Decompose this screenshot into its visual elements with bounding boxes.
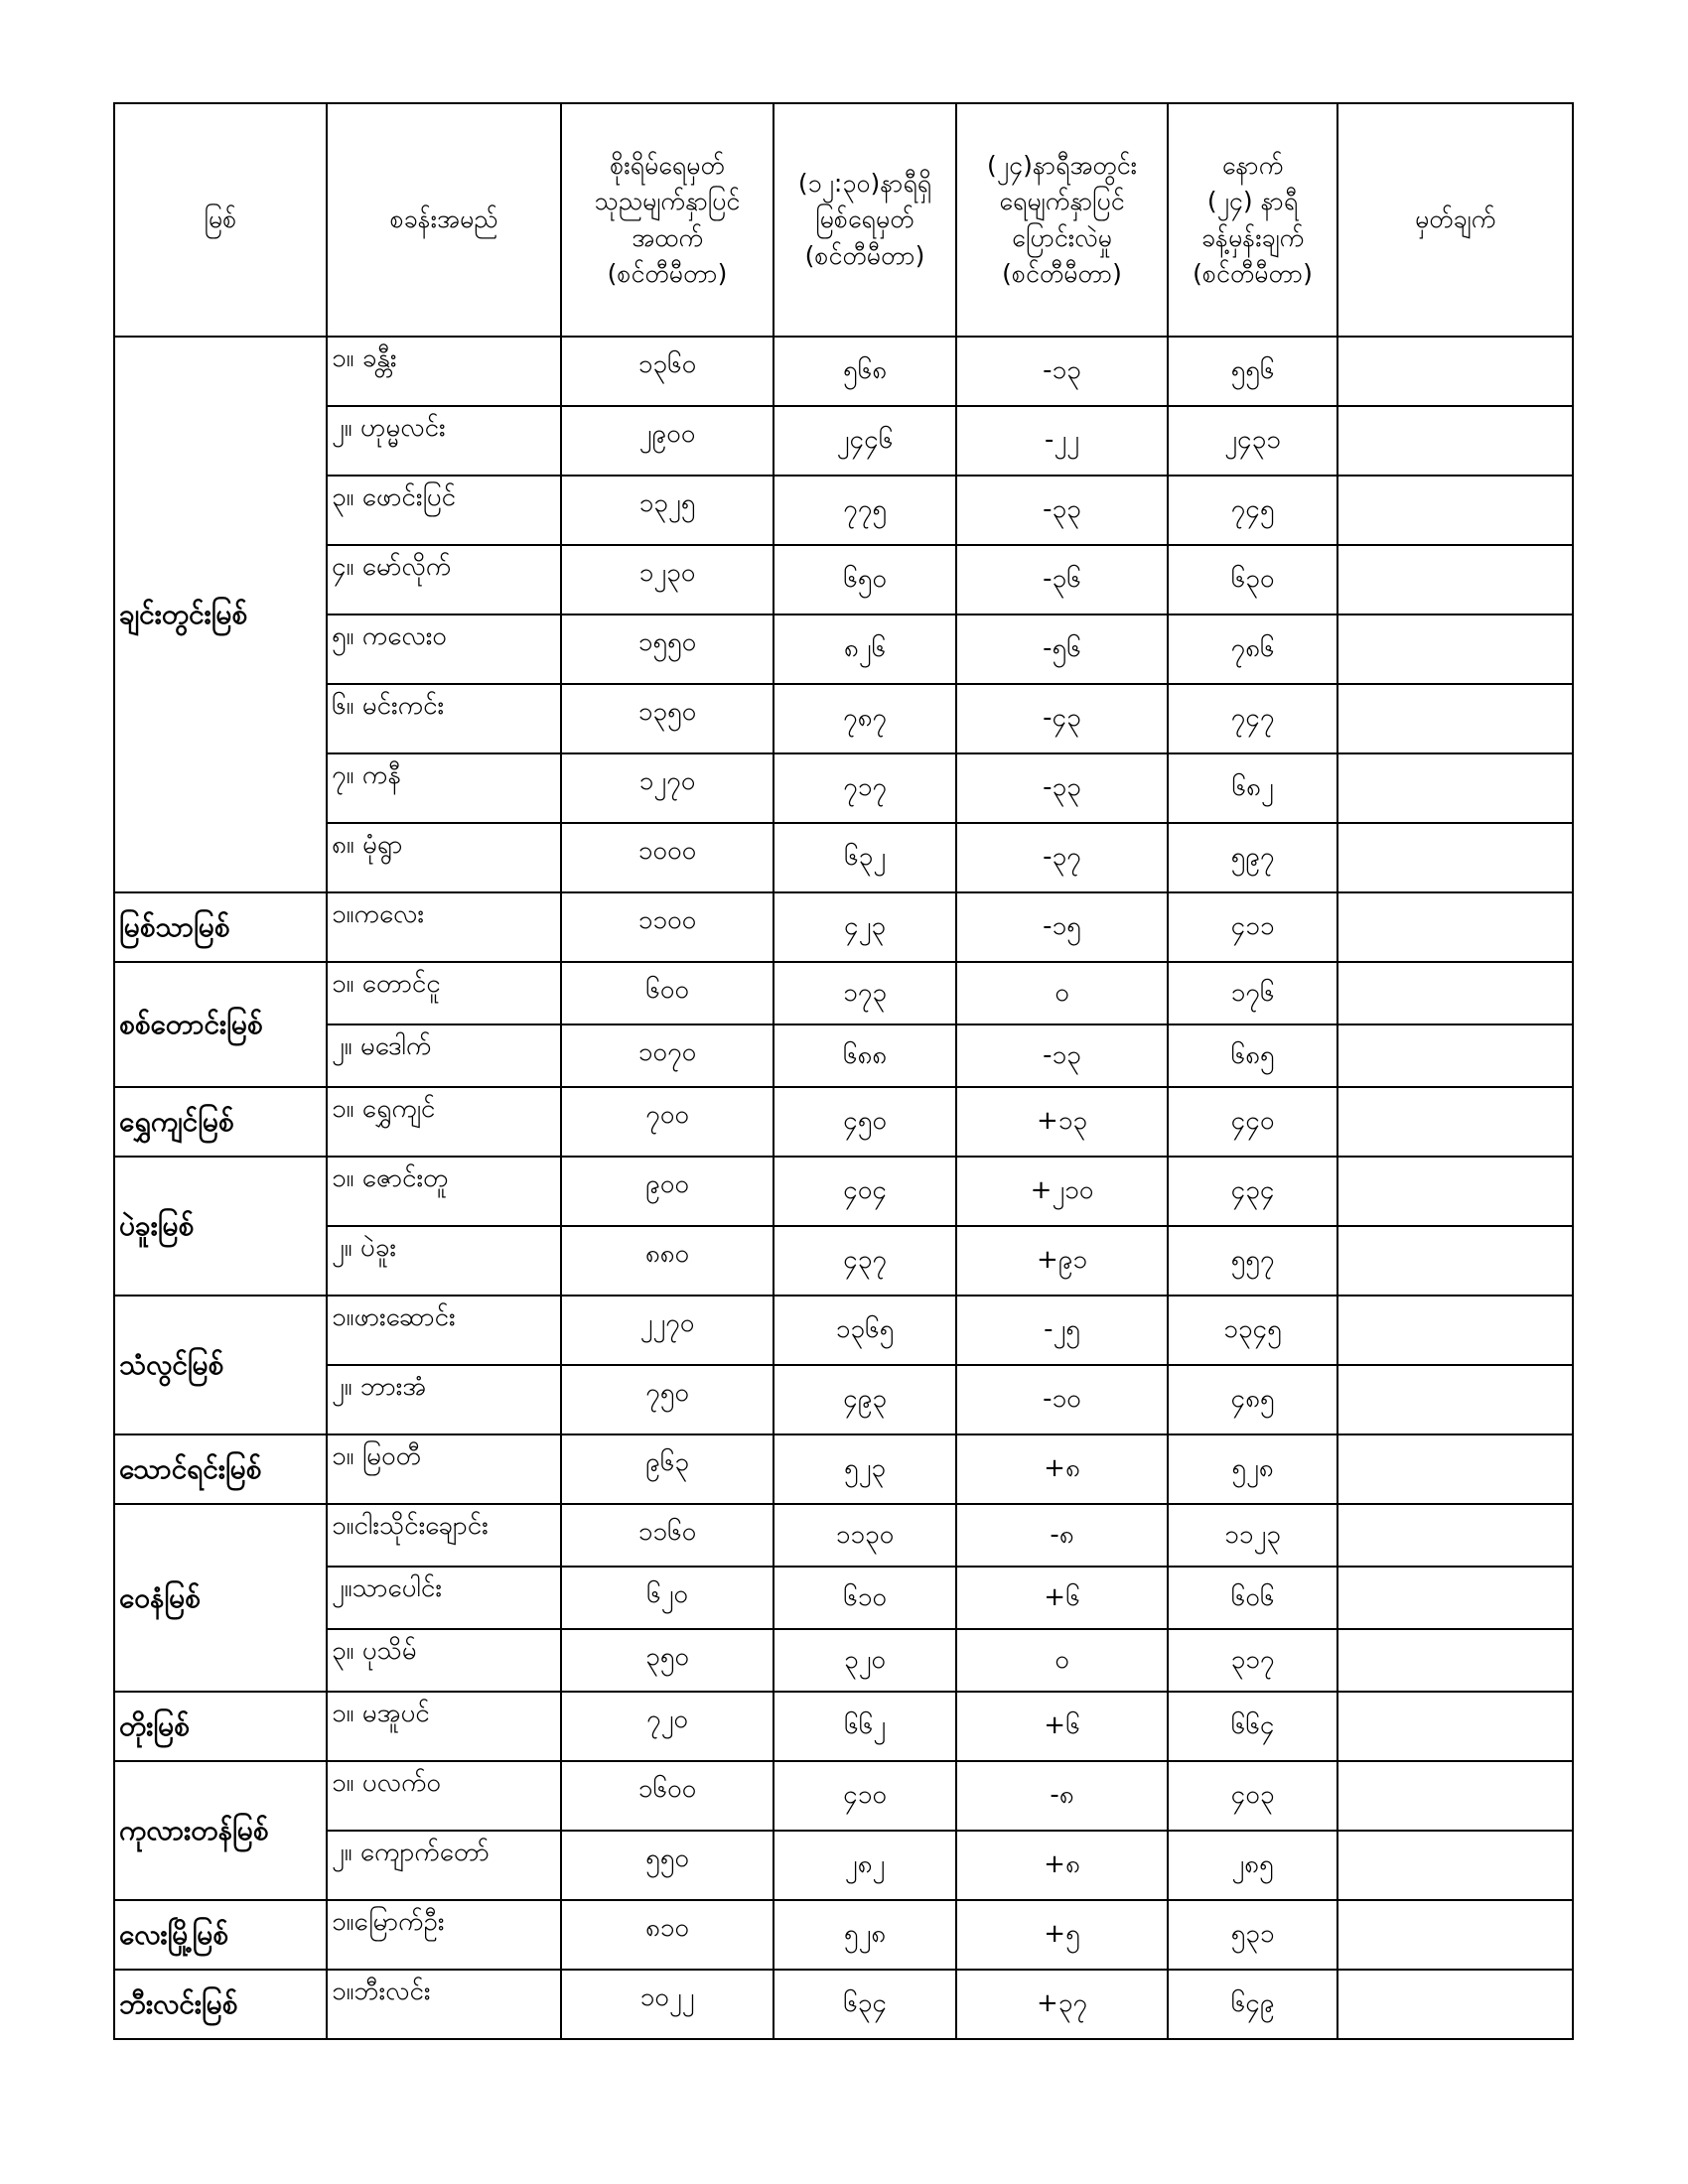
water-level-cell: ၃၂၀: [774, 1629, 956, 1692]
forecast-cell: ၃၁၇: [1168, 1629, 1337, 1692]
level-change-cell: -၃၃: [956, 476, 1168, 545]
station-name-cell: ၂။ ကျောက်တော်: [327, 1831, 561, 1900]
water-level-cell: ၂၈၂: [774, 1831, 956, 1900]
level-change-cell: ၀: [956, 1629, 1168, 1692]
danger-level-cell: ၁၂၃၀: [561, 545, 774, 614]
station-name-cell: ၁။ ပလက်ဝ: [327, 1761, 561, 1831]
table-row: [114, 1692, 1573, 1761]
station-name-cell: ၃။ ပုသိမ်: [327, 1629, 561, 1692]
water-level-cell: ၆၈၈: [774, 1024, 956, 1087]
forecast-cell: ၆၀၆: [1168, 1567, 1337, 1629]
danger-level-cell: ၁၁၆၀: [561, 1504, 774, 1567]
table-row: [114, 1629, 1573, 1692]
danger-level-cell: ၆၀၀: [561, 962, 774, 1024]
remarks-cell: [1337, 1296, 1573, 1365]
forecast-cell: ၁၃၄၅: [1168, 1296, 1337, 1365]
water-level-cell: ၄၂၃: [774, 892, 956, 962]
level-change-cell: -၈: [956, 1504, 1168, 1567]
remarks-cell: [1337, 684, 1573, 753]
river-water-level-table: [113, 102, 1574, 2040]
danger-level-cell: ၇၅၀: [561, 1365, 774, 1434]
station-name-cell: ၂။ မဒေါက်: [327, 1024, 561, 1087]
station-name-cell: ၁။ မြဝတီ: [327, 1434, 561, 1504]
water-level-cell: ၁၁၃၀: [774, 1504, 956, 1567]
water-level-cell: ၄၁၀: [774, 1761, 956, 1831]
station-name-cell: ၄။ မော်လိုက်: [327, 545, 561, 614]
station-name-cell: ၁။ ခန္တီး: [327, 337, 561, 406]
level-change-cell: -၁၅: [956, 892, 1168, 962]
forecast-cell: ၄၈၅: [1168, 1365, 1337, 1434]
forecast-cell: ၆၈၅: [1168, 1024, 1337, 1087]
level-change-cell: +၈: [956, 1434, 1168, 1504]
water-level-cell: ၄၀၄: [774, 1157, 956, 1226]
station-name-cell: ၁။ငါးသိုင်းချောင်း: [327, 1504, 561, 1567]
level-change-cell: -၅၆: [956, 614, 1168, 684]
river-name-cell: တိုးမြစ်: [114, 1692, 327, 1761]
header-forecast-24h: နောက် (၂၄) နာရီ ခန့်မှန်းချက် (စင်တီမီတာ): [1168, 103, 1337, 337]
table-row: [114, 1434, 1573, 1504]
water-level-cell: ၇၇၅: [774, 476, 956, 545]
danger-level-cell: ၇၀၀: [561, 1087, 774, 1157]
danger-level-cell: ၁၃၆၀: [561, 337, 774, 406]
danger-level-cell: ၁၀၇၀: [561, 1024, 774, 1087]
table-row: [114, 614, 1573, 684]
level-change-cell: +၉၁: [956, 1226, 1168, 1296]
forecast-cell: ၂၈၅: [1168, 1831, 1337, 1900]
water-level-cell: ၄၉၃: [774, 1365, 956, 1434]
station-name-cell: ၂။ ပဲခူး: [327, 1226, 561, 1296]
level-change-cell: -၃၃: [956, 753, 1168, 823]
level-change-cell: -၂၅: [956, 1296, 1168, 1365]
remarks-cell: [1337, 614, 1573, 684]
remarks-cell: [1337, 1900, 1573, 1970]
level-change-cell: +၃၇: [956, 1970, 1168, 2039]
station-name-cell: ၇။ ကနီ: [327, 753, 561, 823]
station-name-cell: ၁။မြောက်ဦး: [327, 1900, 561, 1970]
table-row: [114, 476, 1573, 545]
river-name-cell: သံလွင်မြစ်: [114, 1296, 327, 1434]
level-change-cell: +၈: [956, 1831, 1168, 1900]
danger-level-cell: ၈၁၀: [561, 1900, 774, 1970]
forecast-cell: ၅၉၇: [1168, 823, 1337, 892]
level-change-cell: -၁၃: [956, 337, 1168, 406]
level-change-cell: +၅: [956, 1900, 1168, 1970]
water-level-cell: ၅၂၃: [774, 1434, 956, 1504]
header-change-24h: (၂၄)နာရီအတွင်း ရေမျက်နှာပြင် ပြောင်းလဲမှု (စင်တီမီတာ): [956, 103, 1168, 337]
remarks-cell: [1337, 1761, 1573, 1831]
table-row: [114, 823, 1573, 892]
table-row: [114, 1761, 1573, 1831]
header-station: စခန်းအမည်: [327, 103, 561, 337]
level-change-cell: -၈: [956, 1761, 1168, 1831]
danger-level-cell: ၂၉၀၀: [561, 406, 774, 476]
danger-level-cell: ၃၅၀: [561, 1629, 774, 1692]
station-name-cell: ၈။ မုံရွာ: [327, 823, 561, 892]
table-row: [114, 1831, 1573, 1900]
remarks-cell: [1337, 892, 1573, 962]
danger-level-cell: ၁၆၀၀: [561, 1761, 774, 1831]
remarks-cell: [1337, 1970, 1573, 2039]
remarks-cell: [1337, 1831, 1573, 1900]
water-level-cell: ၅၂၈: [774, 1900, 956, 1970]
table-row: [114, 1365, 1573, 1434]
table-row: [114, 406, 1573, 476]
water-level-cell: ၆၅၀: [774, 545, 956, 614]
danger-level-cell: ၆၂၀: [561, 1567, 774, 1629]
danger-level-cell: ၂၂၇၀: [561, 1296, 774, 1365]
river-name-cell: ဘီးလင်းမြစ်: [114, 1970, 327, 2039]
station-name-cell: ၁။ကလေး: [327, 892, 561, 962]
station-name-cell: ၅။ ကလေးဝ: [327, 614, 561, 684]
danger-level-cell: ၁၃၂၅: [561, 476, 774, 545]
forecast-cell: ၆၈၂: [1168, 753, 1337, 823]
table-row: [114, 1087, 1573, 1157]
table-row: [114, 1296, 1573, 1365]
water-level-cell: ၂၄၄၆: [774, 406, 956, 476]
water-level-cell: ၈၂၆: [774, 614, 956, 684]
remarks-cell: [1337, 1692, 1573, 1761]
forecast-cell: ၇၄၇: [1168, 684, 1337, 753]
river-name-cell: ကုလားတန်မြစ်: [114, 1761, 327, 1900]
remarks-cell: [1337, 406, 1573, 476]
table-row: [114, 753, 1573, 823]
danger-level-cell: ၅၅၀: [561, 1831, 774, 1900]
remarks-cell: [1337, 823, 1573, 892]
remarks-cell: [1337, 1567, 1573, 1629]
remarks-cell: [1337, 1087, 1573, 1157]
remarks-cell: [1337, 476, 1573, 545]
water-level-cell: ၇၁၇: [774, 753, 956, 823]
forecast-cell: ၁၇၆: [1168, 962, 1337, 1024]
remarks-cell: [1337, 1226, 1573, 1296]
forecast-cell: ၅၃၁: [1168, 1900, 1337, 1970]
header-remarks: မှတ်ချက်: [1337, 103, 1573, 337]
table-body: [114, 337, 1573, 2039]
water-level-cell: ၆၃၂: [774, 823, 956, 892]
river-name-cell: သောင်ရင်းမြစ်: [114, 1434, 327, 1504]
station-name-cell: ၁။ တောင်ငူ: [327, 962, 561, 1024]
level-change-cell: ၀: [956, 962, 1168, 1024]
table-row: [114, 892, 1573, 962]
forecast-cell: ၅၅၇: [1168, 1226, 1337, 1296]
table-row: [114, 962, 1573, 1024]
table-row: [114, 1504, 1573, 1567]
river-name-cell: ရွှေကျင်မြစ်: [114, 1087, 327, 1157]
station-name-cell: ၁။ ဇောင်းတူ: [327, 1157, 561, 1226]
remarks-cell: [1337, 1157, 1573, 1226]
river-name-cell: စစ်တောင်းမြစ်: [114, 962, 327, 1087]
level-change-cell: -၄၃: [956, 684, 1168, 753]
remarks-cell: [1337, 1629, 1573, 1692]
forecast-cell: ၆၄၉: [1168, 1970, 1337, 2039]
station-name-cell: ၁။ ရွှေကျင်: [327, 1087, 561, 1157]
forecast-cell: ၆၆၄: [1168, 1692, 1337, 1761]
table-row: [114, 337, 1573, 406]
remarks-cell: [1337, 962, 1573, 1024]
forecast-cell: ၁၁၂၃: [1168, 1504, 1337, 1567]
forecast-cell: ၄၃၄: [1168, 1157, 1337, 1226]
forecast-cell: ၄၄၀: [1168, 1087, 1337, 1157]
level-change-cell: -၁၃: [956, 1024, 1168, 1087]
level-change-cell: +၆: [956, 1692, 1168, 1761]
danger-level-cell: ၈၈၀: [561, 1226, 774, 1296]
remarks-cell: [1337, 753, 1573, 823]
danger-level-cell: ၁၁၀၀: [561, 892, 774, 962]
water-level-cell: ၇၈၇: [774, 684, 956, 753]
water-level-cell: ၅၆၈: [774, 337, 956, 406]
danger-level-cell: ၉၆၃: [561, 1434, 774, 1504]
danger-level-cell: ၁၅၅၀: [561, 614, 774, 684]
level-change-cell: -၃၆: [956, 545, 1168, 614]
forecast-cell: ၇၄၅: [1168, 476, 1337, 545]
remarks-cell: [1337, 545, 1573, 614]
station-name-cell: ၂။သာပေါင်း: [327, 1567, 561, 1629]
table-row: [114, 1024, 1573, 1087]
forecast-cell: ၅၂၈: [1168, 1434, 1337, 1504]
remarks-cell: [1337, 1504, 1573, 1567]
station-name-cell: ၆။ မင်းကင်း: [327, 684, 561, 753]
table-row: [114, 684, 1573, 753]
remarks-cell: [1337, 337, 1573, 406]
level-change-cell: +၂၁၀: [956, 1157, 1168, 1226]
table-row: [114, 1226, 1573, 1296]
station-name-cell: ၁။ဘီးလင်း: [327, 1970, 561, 2039]
level-change-cell: +၆: [956, 1567, 1168, 1629]
table-row: [114, 545, 1573, 614]
river-name-cell: ချင်းတွင်းမြစ်: [114, 337, 327, 892]
danger-level-cell: ၁၂၇၀: [561, 753, 774, 823]
river-name-cell: ဝေနံမြစ်: [114, 1504, 327, 1692]
remarks-cell: [1337, 1434, 1573, 1504]
danger-level-cell: ၇၂၀: [561, 1692, 774, 1761]
station-name-cell: ၂။ ဘားအံ: [327, 1365, 561, 1434]
level-change-cell: -၃၇: [956, 823, 1168, 892]
danger-level-cell: ၉၀၀: [561, 1157, 774, 1226]
remarks-cell: [1337, 1024, 1573, 1087]
level-change-cell: -၂၂: [956, 406, 1168, 476]
river-name-cell: ပဲခူးမြစ်: [114, 1157, 327, 1296]
station-name-cell: ၁။ မအူပင်: [327, 1692, 561, 1761]
water-level-cell: ၆၆၂: [774, 1692, 956, 1761]
water-level-cell: ၁၇၃: [774, 962, 956, 1024]
water-level-cell: ၄၅၀: [774, 1087, 956, 1157]
header-danger-level: စိုးရိမ်ရေမှတ် သုညမျက်နှာပြင် အထက် (စင်တီမီတာ): [561, 103, 774, 337]
table-row: [114, 1900, 1573, 1970]
water-level-cell: ၆၃၄: [774, 1970, 956, 2039]
danger-level-cell: ၁၀၂၂: [561, 1970, 774, 2039]
header-river: မြစ်: [114, 103, 327, 337]
level-change-cell: -၁၀: [956, 1365, 1168, 1434]
danger-level-cell: ၁၀၀၀: [561, 823, 774, 892]
forecast-cell: ၂၄၃၁: [1168, 406, 1337, 476]
water-level-cell: ၁၃၆၅: [774, 1296, 956, 1365]
table-row: [114, 1970, 1573, 2039]
station-name-cell: ၃။ ဖောင်းပြင်: [327, 476, 561, 545]
header-water-level: (၁၂:၃၀)နာရီရှိ မြစ်ရေမှတ် (စင်တီမီတာ): [774, 103, 956, 337]
water-level-cell: ၄၃၇: [774, 1226, 956, 1296]
station-name-cell: ၂။ ဟုမ္မလင်း: [327, 406, 561, 476]
remarks-cell: [1337, 1365, 1573, 1434]
forecast-cell: ၄၁၁: [1168, 892, 1337, 962]
danger-level-cell: ၁၃၅၀: [561, 684, 774, 753]
level-change-cell: +၁၃: [956, 1087, 1168, 1157]
table-header-row: [114, 103, 1573, 337]
water-level-cell: ၆၁၀: [774, 1567, 956, 1629]
river-name-cell: မြစ်သာမြစ်: [114, 892, 327, 962]
forecast-cell: ၆၃၀: [1168, 545, 1337, 614]
station-name-cell: ၁။ဖားဆောင်း: [327, 1296, 561, 1365]
forecast-cell: ၄၀၃: [1168, 1761, 1337, 1831]
river-name-cell: လေးမြို့မြစ်: [114, 1900, 327, 1970]
table-row: [114, 1157, 1573, 1226]
forecast-cell: ၅၅၆: [1168, 337, 1337, 406]
table-row: [114, 1567, 1573, 1629]
forecast-cell: ၇၈၆: [1168, 614, 1337, 684]
